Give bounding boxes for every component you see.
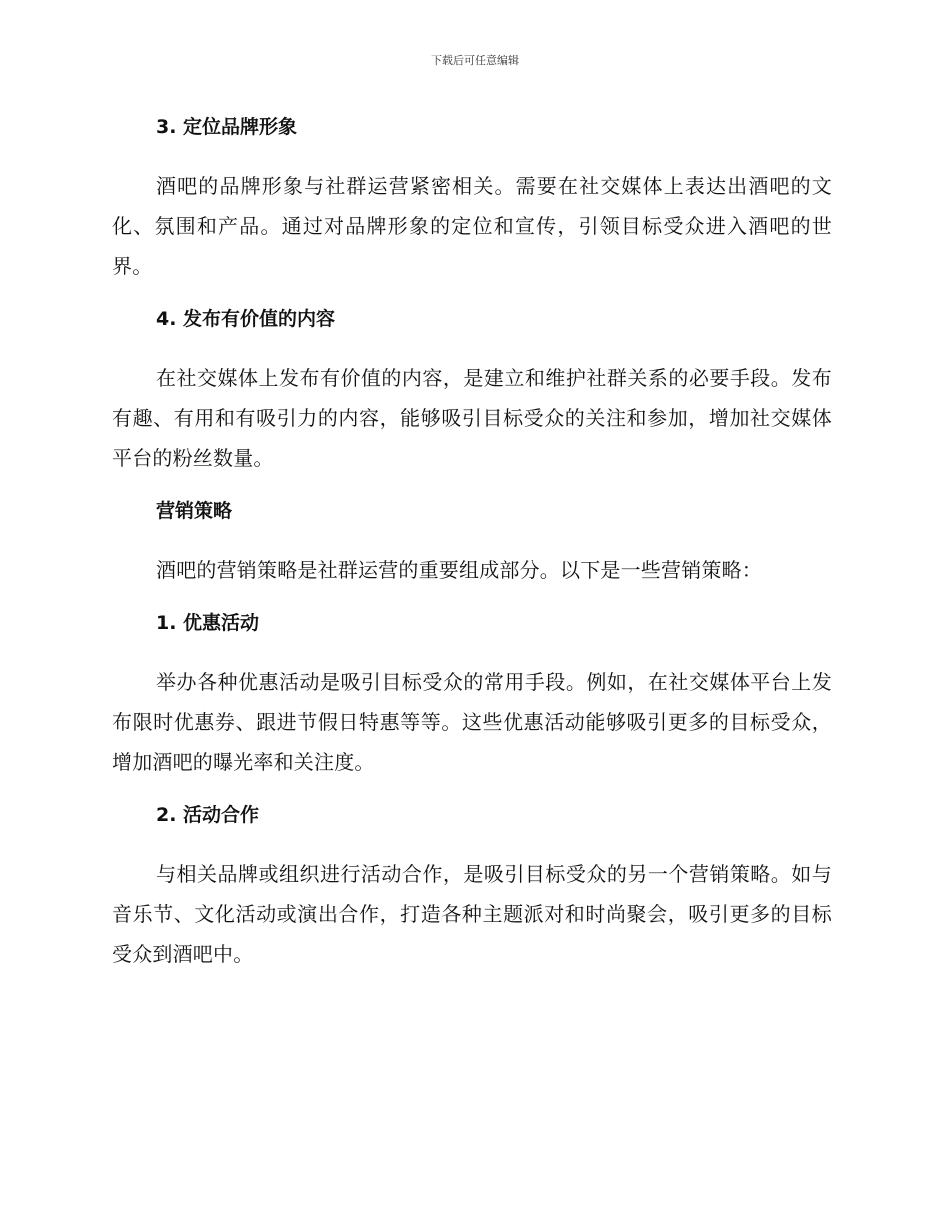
- section-paragraph-event-cooperation: 与相关品牌或组织进行活动合作，是吸引目标受众的另一个营销策略。如与音乐节、文化活动或演出合作，打造各种主题派对和时尚聚会，吸引更多的目标受众到酒吧中。: [112, 862, 832, 966]
- section-heading-marketing-strategy: 营销策略: [156, 500, 233, 522]
- section-heading-brand-image: 3. 定位品牌形象: [156, 116, 298, 138]
- page-header-note: 下载后可任意编辑: [431, 54, 519, 67]
- section-heading-valuable-content: 4. 发布有价值的内容: [156, 308, 336, 330]
- section-paragraph-valuable-content: 在社交媒体上发布有价值的内容，是建立和维护社群关系的必要手段。发布有趣、有用和有吸引力的内容，能够吸引目标受众的关注和参加，增加社交媒体平台的粉丝数量。: [112, 366, 832, 470]
- section-heading-event-cooperation: 2. 活动合作: [156, 804, 260, 826]
- document-body: [112, 110, 832, 974]
- section-paragraph-marketing-strategy: 酒吧的营销策略是社群运营的重要组成部分。以下是一些营销策略：: [156, 558, 762, 582]
- section-paragraph-promotions: 举办各种优惠活动是吸引目标受众的常用手段。例如，在社交媒体平台上发布限时优惠券、跟进节假日特惠等等。这些优惠活动能够吸引更多的目标受众，增加酒吧的曝光率和关注度。: [112, 670, 832, 774]
- section-paragraph-brand-image: 酒吧的品牌形象与社群运营紧密相关。需要在社交媒体上表达出酒吧的文化、氛围和产品。通过对品牌形象的定位和宣传，引领目标受众进入酒吧的世界。: [112, 174, 832, 278]
- section-heading-promotions: 1. 优惠活动: [156, 612, 260, 634]
